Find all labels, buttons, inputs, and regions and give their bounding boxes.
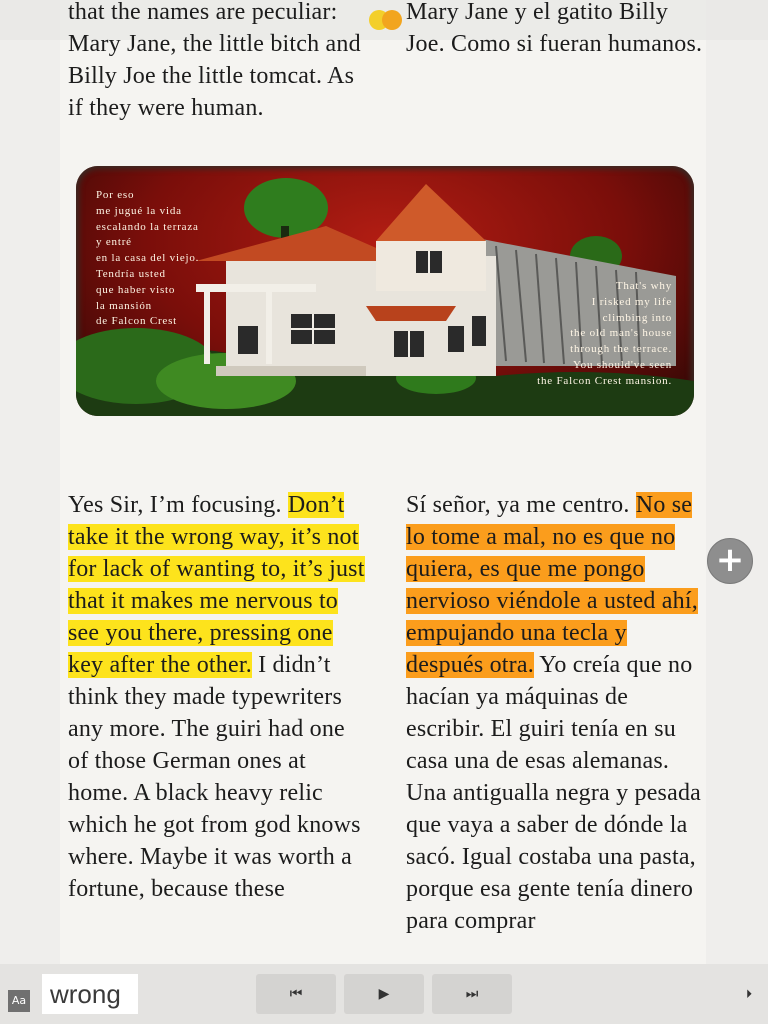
next-button[interactable] — [432, 974, 512, 1014]
add-note-button[interactable] — [707, 538, 753, 584]
spanish-text-top: Mary Jane y el gatito Billy Joe. Como si fueran humanos. — [406, 0, 703, 57]
orange-dot-icon — [382, 10, 402, 30]
caption-spanish: Por eso me jugué la vida escalando la terraza y entré en la casa del viejo. Tendría usted que haber visto la mansión de Falcon Crest — [96, 189, 200, 328]
english-text-main — [68, 489, 368, 905]
play-icon: ▶ — [378, 986, 390, 1002]
skip-back-icon: ⏮ — [289, 986, 303, 1002]
page-indicator[interactable] — [369, 10, 409, 30]
search-input[interactable] — [42, 974, 138, 1014]
skip-forward-icon: ⏭ — [465, 986, 479, 1002]
plus-icon: + — [715, 540, 745, 580]
go-to-end-button[interactable] — [740, 982, 758, 1006]
play-button[interactable] — [344, 974, 424, 1014]
font-settings-icon[interactable]: Aa — [8, 990, 30, 1012]
bottom-toolbar — [0, 964, 768, 1024]
skip-to-end-icon: ⏵ — [745, 987, 752, 1001]
spanish-plain-text: Sí señor, ya me centro. — [406, 492, 636, 518]
spanish-highlighted-sentence[interactable]: No se lo tome a mal, no es que no quiera, es que me pongo nervioso viéndole a usted ahí, empujando una tecla y después otra. — [406, 492, 698, 678]
english-text-top: that the names are peculiar: Mary Jane, the little bitch and Billy Joe the little tomcat. As if they were human. — [68, 0, 361, 121]
english-highlighted-sentence[interactable]: Don’t take it the wrong way, it’s not for lack of wanting to, it’s just that it makes me nervous to see you there, pressing one key after the other. — [68, 492, 365, 678]
english-plain-text: Yes Sir, I’m focusing. — [68, 492, 288, 518]
falcon-crest-illustration — [76, 166, 694, 416]
spanish-plain-text-continued: Yo creía que no hacían ya máquinas de escribir. El guiri tenía en su casa una de esas alemanas. Una antigualla negra y pesada que vaya a saber de dónde la sacó. Igual costaba una pasta, porque esa gente tenía dinero para comprar — [406, 652, 702, 934]
caption-english: That's why I risked my life climbing into the old man's house through the terrace. You should've seen the Falcon Crest mansion. — [537, 280, 672, 387]
previous-button[interactable] — [256, 974, 336, 1014]
spanish-text-main — [406, 489, 706, 937]
english-plain-text-continued: I didn’t think they made typewriters any more. The guiri had one of those German ones at home. A black heavy relic which he got from god knows where. Maybe it was worth a fortune, because these — [68, 652, 361, 902]
